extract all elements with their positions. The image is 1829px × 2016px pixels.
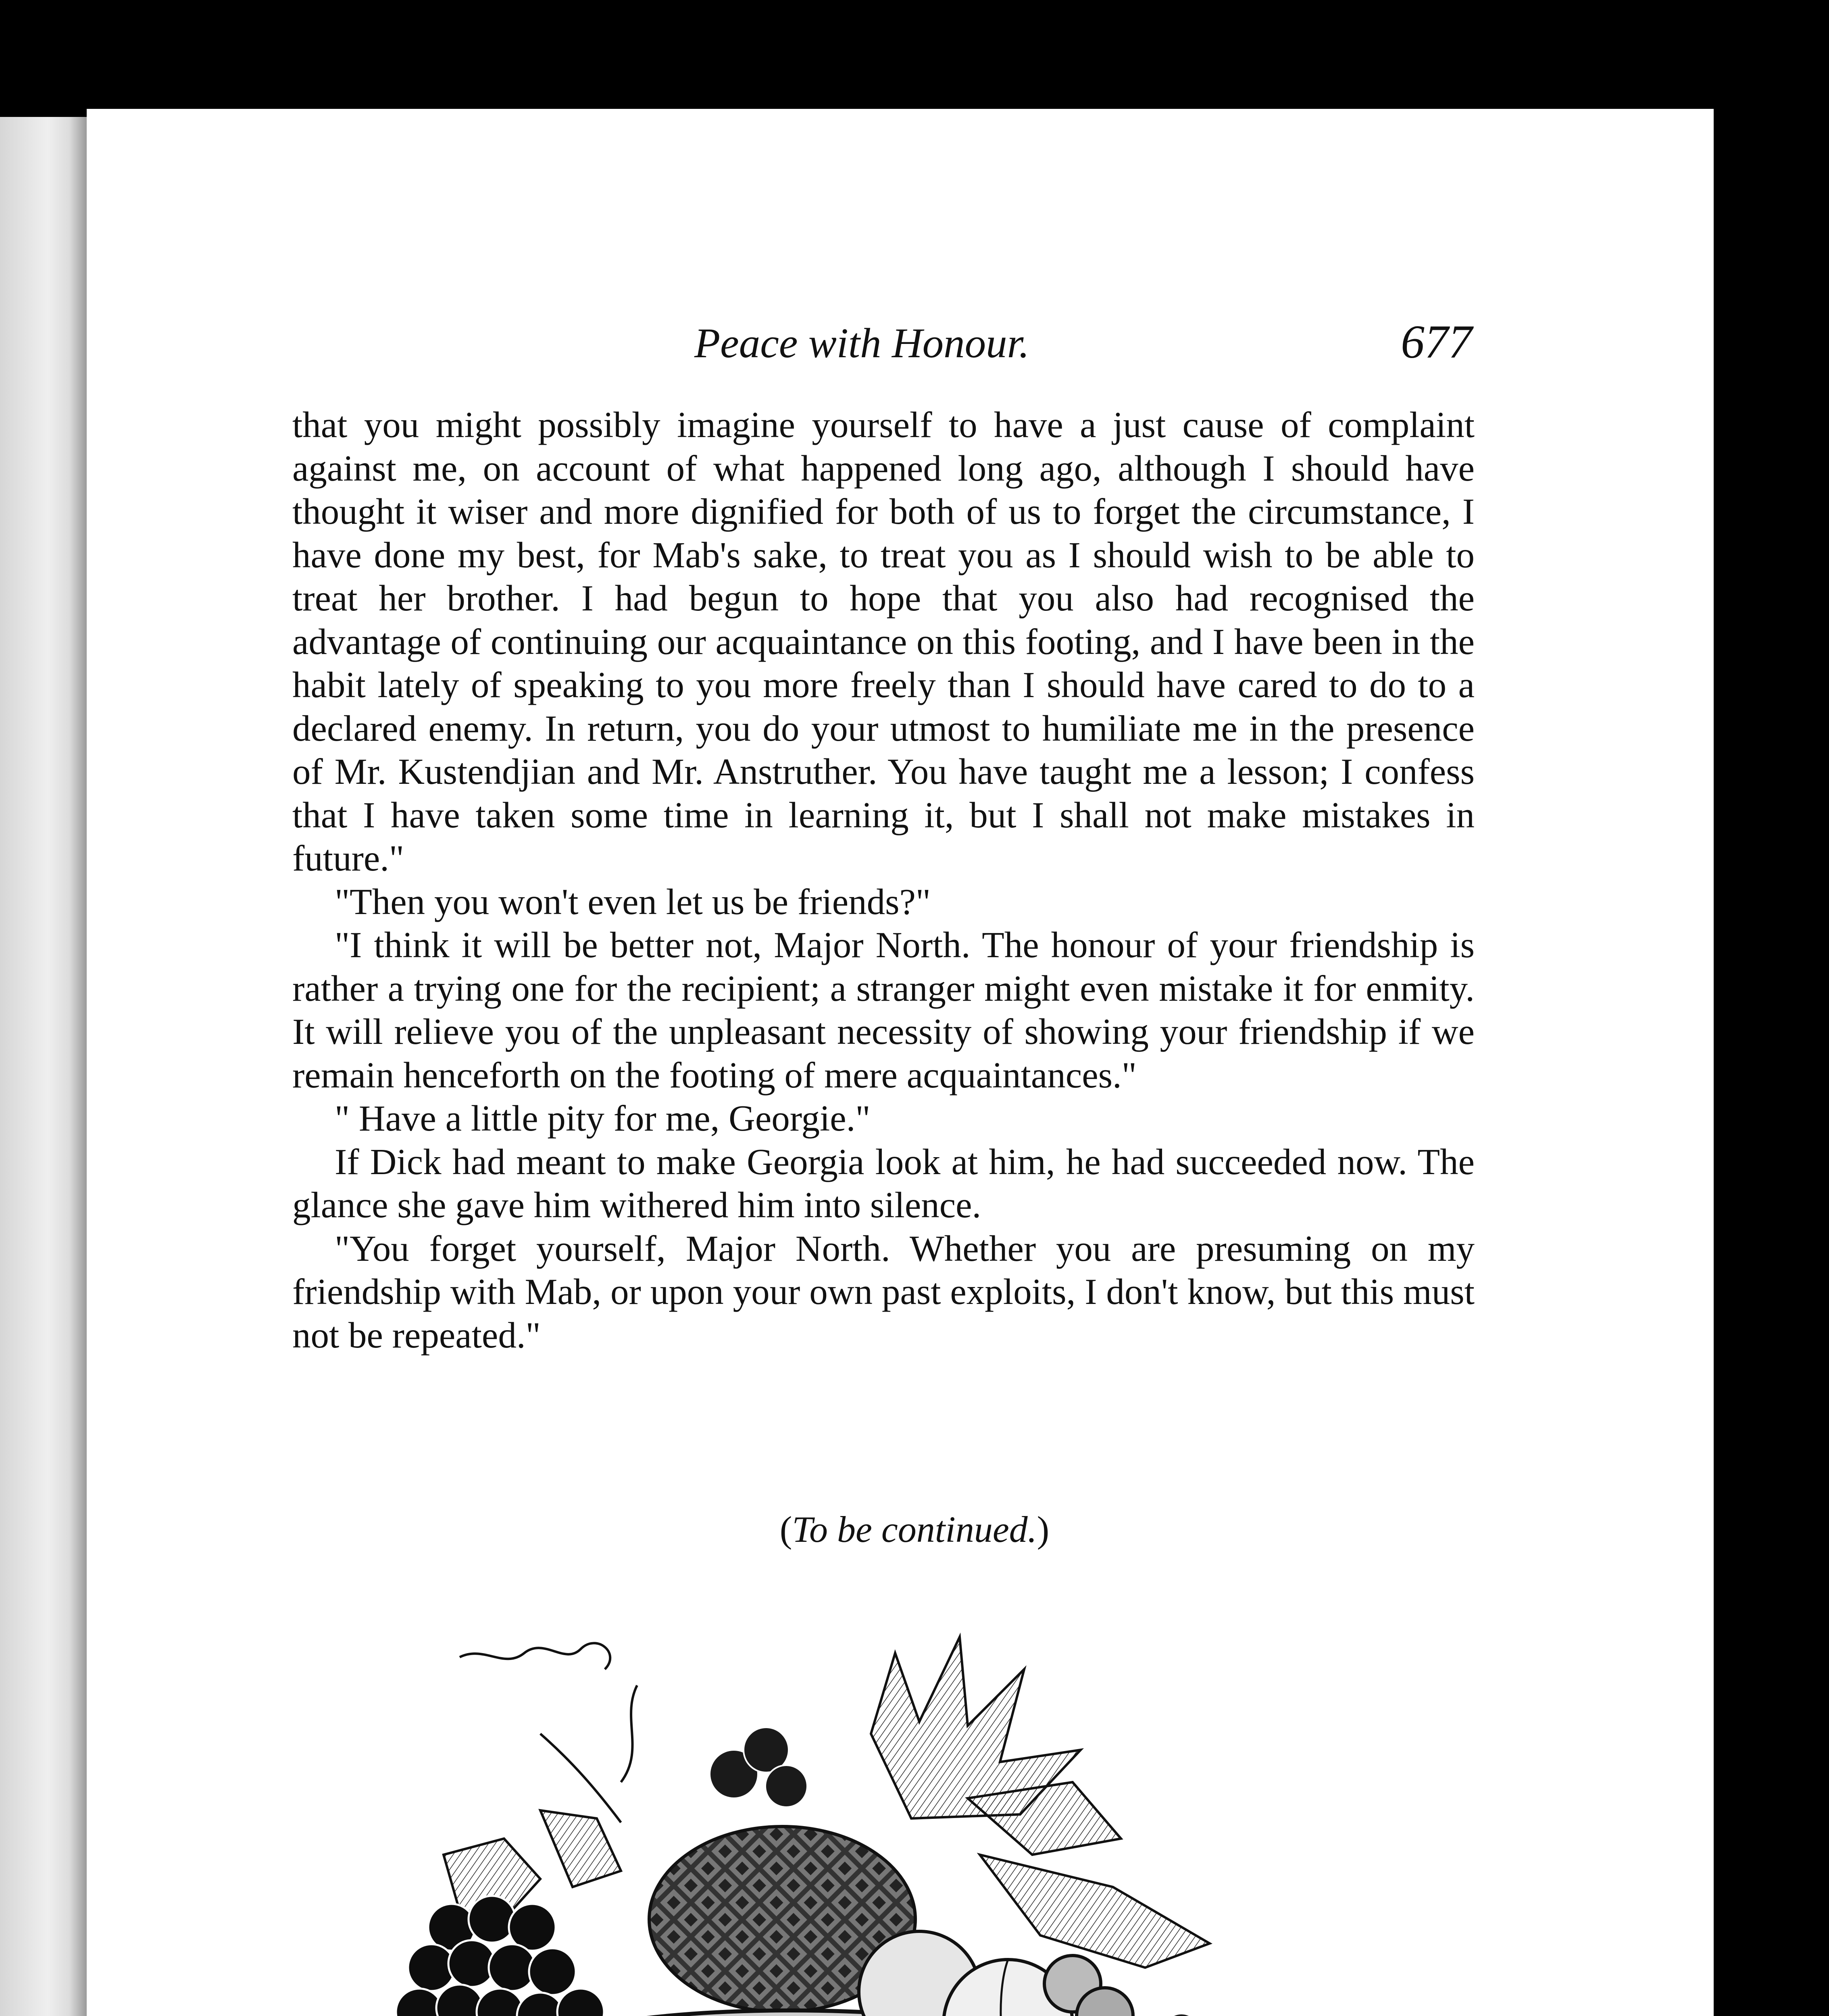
running-title: Peace with Honour.: [694, 319, 1030, 367]
paragraph: If Dick had meant to make Georgia look at him, he had succeeded now. The glance she gave him withered him into silence.: [292, 1141, 1475, 1225]
paragraph: "I think it will be better not, Major North. The honour of your friendship is rather a trying one for the recipient; a stranger might even mistake it for enmity. It will relieve you of the unpleasant necessity of showing your friendship if we remain henceforth on the footing of mere acquaintances.": [292, 925, 1475, 1095]
facing-page-edge: [0, 117, 87, 2016]
to-be-continued: [0, 1508, 1829, 1551]
continued-text: To be continued.: [792, 1509, 1037, 1550]
body-text: [292, 403, 1475, 1357]
paragraph: that you might possibly imagine yourself to have a just cause of complaint against me, on account of what happened long ago, although I should have thought it wiser and more dignified for both of us to forget the circumstance, I have done my best, for Mab's sake, to treat you as I should wish to be able to treat her brother. I had begun to hope that you also had recognised the advantage of continuing our acquaintance on this footing, and I have been in the habit lately of speaking to you more freely than I should have cared to do to a declared enemy. In return, you do your utmost to humiliate me in the presence of Mr. Kustendjian and Mr. Anstruther. You have taught me a lesson; I confess that I have taken some time in learning it, but I shall not make mistakes in future.": [292, 404, 1475, 879]
paren-open: (: [779, 1509, 792, 1550]
fruit-basket-vignette: [315, 1629, 1468, 2016]
tendrils: [460, 1643, 637, 1822]
paragraph: "You forget yourself, Major North. Whether you are presuming on my friendship with Mab, or upon your own past exploits, I don't know, but this must not be repeated.": [292, 1228, 1475, 1356]
grapes: [318, 1896, 604, 2016]
paragraph: "Then you won't even let us be friends?": [335, 881, 931, 922]
raspberries: [710, 1727, 807, 1807]
paren-close: ): [1037, 1509, 1050, 1550]
page-number: 677: [1401, 315, 1472, 368]
paragraph: " Have a little pity for me, Georgie.": [335, 1098, 871, 1139]
